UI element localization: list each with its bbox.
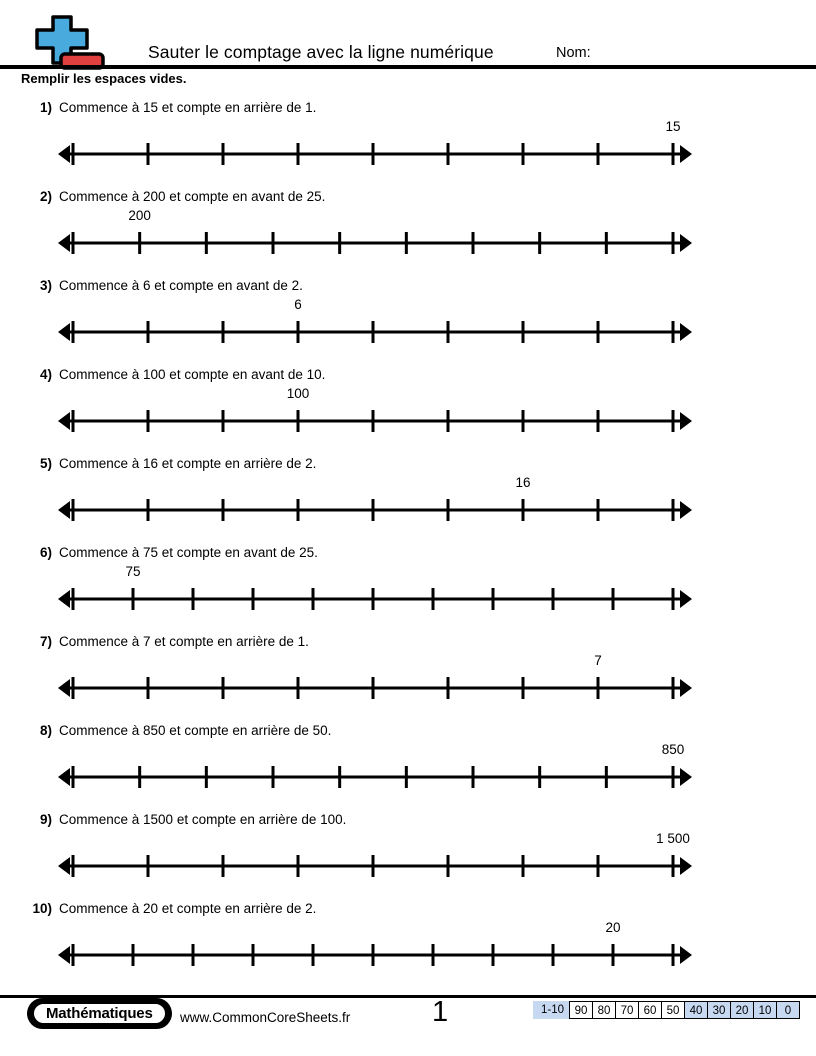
left-arrow-icon (58, 679, 70, 697)
right-arrow-icon (680, 501, 692, 519)
number-line (55, 763, 695, 791)
problem-question (30, 367, 325, 382)
problem-question (30, 456, 316, 471)
given-number-label: 850 (661, 742, 685, 757)
given-number-label: 75 (125, 564, 141, 579)
header-divider (0, 65, 816, 69)
problem-number: 2) (39, 189, 52, 204)
problem-number: 5) (39, 456, 52, 471)
problem-text: Commence à 6 et compte en avant de 2. (59, 278, 303, 293)
problem-row (0, 897, 816, 986)
problem-row (0, 630, 816, 719)
problem-text: Commence à 20 et compte en arrière de 2. (59, 901, 317, 916)
right-arrow-icon (680, 412, 692, 430)
problem-question (30, 278, 303, 293)
problem-row (0, 452, 816, 541)
instruction-text: Remplir les espaces vides. (21, 71, 187, 86)
problem-number: 6) (39, 545, 52, 560)
left-arrow-icon (58, 323, 70, 341)
number-line (55, 852, 695, 880)
score-cell: 50 (661, 1001, 685, 1019)
right-arrow-icon (680, 323, 692, 341)
given-number-label: 6 (294, 297, 302, 312)
number-line (55, 407, 695, 435)
problem-row (0, 96, 816, 185)
number-line (55, 496, 695, 524)
given-number-label: 1 500 (656, 831, 690, 846)
problem-row (0, 808, 816, 897)
problem-row (0, 541, 816, 630)
problem-number: 10) (32, 901, 52, 916)
problem-text: Commence à 100 et compte en avant de 10. (59, 367, 326, 382)
problem-number: 3) (39, 278, 52, 293)
problem-number: 8) (39, 723, 52, 738)
brand-label: Mathématiques (32, 1002, 167, 1025)
left-arrow-icon (58, 857, 70, 875)
right-arrow-icon (680, 946, 692, 964)
left-arrow-icon (58, 501, 70, 519)
score-range-label: 1-10 (540, 1004, 564, 1016)
given-number-label: 16 (515, 475, 531, 490)
problem-question (30, 545, 318, 560)
problem-question (30, 901, 316, 916)
right-arrow-icon (680, 234, 692, 252)
problem-number: 9) (39, 812, 52, 827)
problem-text: Commence à 850 et compte en arrière de 50. (59, 723, 332, 738)
problem-text: Commence à 7 et compte en arrière de 1. (59, 634, 309, 649)
number-line (55, 941, 695, 969)
problem-row (0, 363, 816, 452)
plus-minus-logo-icon (30, 14, 110, 72)
problem-question (30, 189, 325, 204)
problem-question (30, 723, 331, 738)
left-arrow-icon (58, 145, 70, 163)
problem-text: Commence à 75 et compte en avant de 25. (59, 545, 318, 560)
score-cell: 0 (776, 1001, 800, 1019)
number-line (55, 585, 695, 613)
number-line (55, 140, 695, 168)
number-line (55, 229, 695, 257)
problem-row (0, 274, 816, 363)
problem-question (30, 100, 316, 115)
left-arrow-icon (58, 234, 70, 252)
right-arrow-icon (680, 679, 692, 697)
problem-text: Commence à 1500 et compte en arrière de 100. (59, 812, 347, 827)
problem-text: Commence à 200 et compte en avant de 25. (59, 189, 326, 204)
left-arrow-icon (58, 590, 70, 608)
problem-number: 4) (39, 367, 52, 382)
page-number: 1 (432, 996, 449, 1028)
score-cell: 30 (707, 1001, 731, 1019)
score-cell: 90 (569, 1001, 593, 1019)
number-line (55, 318, 695, 346)
right-arrow-icon (680, 145, 692, 163)
score-cell: 80 (592, 1001, 616, 1019)
problem-number: 1) (39, 100, 52, 115)
left-arrow-icon (58, 946, 70, 964)
left-arrow-icon (58, 412, 70, 430)
right-arrow-icon (680, 590, 692, 608)
problem-text: Commence à 16 et compte en arrière de 2. (59, 456, 317, 471)
name-label: Nom: (556, 45, 591, 61)
problem-question (30, 812, 346, 827)
right-arrow-icon (680, 768, 692, 786)
problem-row (0, 719, 816, 808)
score-cell: 20 (730, 1001, 754, 1019)
problem-text: Commence à 15 et compte en arrière de 1. (59, 100, 317, 115)
website-link[interactable]: www.CommonCoreSheets.fr (180, 1010, 351, 1025)
score-cell: 10 (753, 1001, 777, 1019)
left-arrow-icon (58, 768, 70, 786)
score-cell: 70 (615, 1001, 639, 1019)
given-number-label: 100 (286, 386, 310, 401)
given-number-label: 15 (665, 119, 681, 134)
brand-badge (27, 998, 172, 1029)
score-cell: 40 (684, 1001, 708, 1019)
given-number-label: 200 (128, 208, 151, 223)
page-title: Sauter le comptage avec la ligne numérique (148, 42, 494, 62)
problem-number: 7) (39, 634, 52, 649)
score-table (533, 1001, 800, 1019)
right-arrow-icon (680, 857, 692, 875)
number-line (55, 674, 695, 702)
given-number-label: 20 (605, 920, 621, 935)
problem-question (30, 634, 309, 649)
given-number-label: 7 (594, 653, 602, 668)
score-cell: 60 (638, 1001, 662, 1019)
problem-row (0, 185, 816, 274)
